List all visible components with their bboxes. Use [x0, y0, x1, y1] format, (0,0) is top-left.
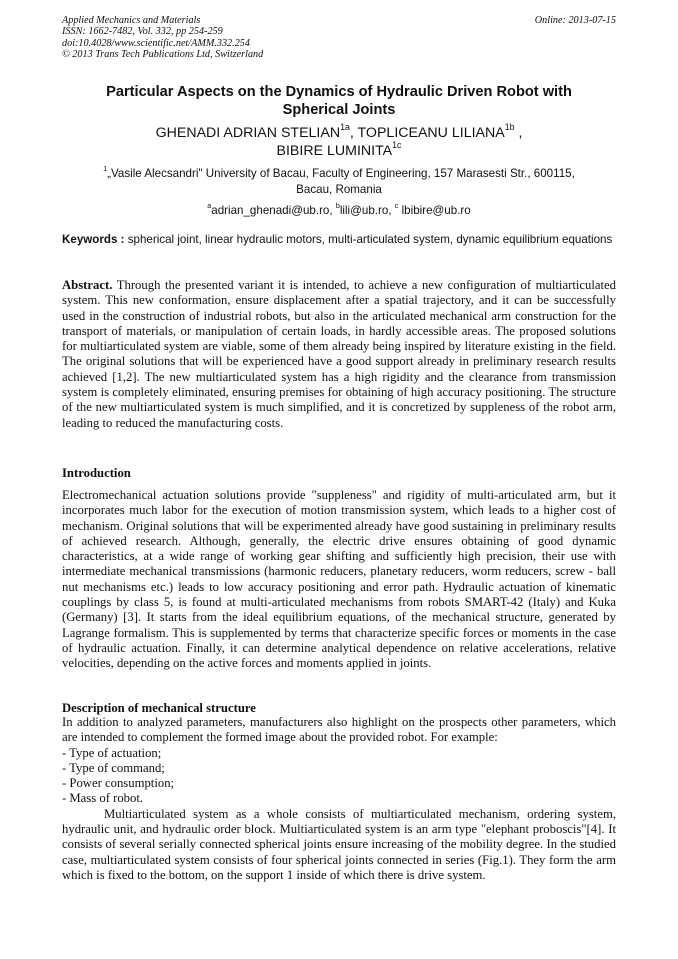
description-section	[62, 715, 616, 883]
author-separator: ,	[514, 125, 523, 141]
paper-title	[62, 83, 616, 119]
description-paragraph: Multiarticulated system as a whole consists of multiarticulated mechanism, ordering system, hydraulic unit, and hydraulic order block. Multiarticulated system is an arm type "elephant proboscis"[4]. It consists of several serially connected spherical joints ensure increasing of the mobility degree. In the studied case, multiarticulated system consists of four spherical joints connected in series (Fig.1). They form the arm which is fixed to the bottom, on the support 1 inside of which there is drive system.	[62, 806, 616, 882]
affiliation-text: „Vasile Alecsandri" University of Bacau, Faculty of Engineering, 157 Marasesti Str., 600115,	[107, 167, 575, 180]
author-line-1	[62, 121, 616, 142]
author-1: GHENADI ADRIAN STELIAN	[155, 125, 341, 141]
list-item: - Power consumption;	[62, 776, 175, 791]
email-marker-b: b	[335, 201, 340, 211]
email-c[interactable]: lbibire@ub.ro	[398, 204, 471, 217]
author-2-affil: 1b	[504, 121, 515, 132]
author-separator: ,	[349, 125, 358, 141]
affiliation	[62, 166, 616, 197]
email-a[interactable]: adrian_ghenadi@ub.ro,	[211, 204, 336, 217]
copyright-line: © 2013 Trans Tech Publications Ltd, Switzerland	[62, 49, 264, 61]
email-b[interactable]: lili@ub.ro,	[339, 204, 395, 217]
keywords-label: Keywords :	[62, 233, 125, 246]
author-list	[62, 121, 616, 160]
issn-line: ISSN: 1662-7482, Vol. 332, pp 254-259	[62, 26, 223, 38]
online-date: Online: 2013-07-15	[534, 15, 616, 26]
doi-line: doi:10.4028/www.scientific.net/AMM.332.254	[62, 37, 250, 49]
journal-header	[62, 15, 263, 61]
affiliation-line-1	[62, 166, 616, 182]
title-line-2: Spherical Joints	[282, 102, 396, 118]
email-marker-c: c	[394, 201, 399, 211]
email-marker-a: a	[207, 201, 212, 211]
journal-name: Applied Mechanics and Materials	[62, 15, 201, 26]
list-item: - Type of actuation;	[62, 745, 162, 760]
title-line-1: Particular Aspects on the Dynamics of Hydraulic Driven Robot with	[106, 84, 572, 100]
introduction-heading: Introduction	[62, 466, 131, 480]
abstract-text: Through the presented variant it is intended, to achieve a new configuration of multiarticulated system. This new conformation, ensure displacement after a spatial trajectory, and it can be successfully used in the construction of industrial robots, but also in the articulated mechanical arm construction for the transport of materials, or manipulation of certain loads, in hardly accessible areas. The proposed solutions for multiarticulated system are viable, some of them already being inspired by literature existing in the field. The original solutions that will be experienced have a good support already in preliminary research results achieved [1,2]. The new multiarticulated system has a high rigidity and the clearance from transmission system is completely eliminated, ensuring premises for obtaining of high accuracy positioning. The structure of the new multiarticulated system is much simplified, and it is concretized by suppleness of the robot arm, leading to reduced the manufacturing costs.	[62, 278, 616, 430]
abstract-label: Abstract.	[62, 278, 113, 292]
keywords-text: spherical joint, linear hydraulic motors, multi-articulated system, dynamic equilibrium equations	[124, 233, 613, 246]
affiliation-marker: 1	[103, 164, 108, 174]
keywords	[62, 233, 616, 247]
author-3: BIBIRE LUMINITA	[276, 143, 393, 159]
list-item: - Mass of robot.	[62, 791, 144, 806]
author-2: TOPLICEANU LILIANA	[357, 125, 505, 141]
email-list	[62, 203, 616, 218]
list-item: - Type of command;	[62, 760, 165, 775]
description-intro: In addition to analyzed parameters, manufacturers also highlight on the prospects other parameters, which are intended to complement the formed image about the provided robot. For example:	[62, 715, 616, 745]
description-heading: Description of mechanical structure	[62, 701, 256, 715]
introduction-text: Electromechanical actuation solutions provide "suppleness" and rigidity of multi-articulated arm, but it incorporates much labor for the execution of motion transmission system, which leads to a higher cost of mechanism. Original solutions that will be experimented already have good sustaining in preliminary results of achieved research. Although, generally, the electric drive ensures obtaining of good dynamic characteristics, at a wide range of working gear shifting and sufficiently high precision, their use with intermediate mechanical transmissions (harmonic reducers, planetary reducers, worm reducers, screw - ball nut mechanisms etc.) leads to low accuracy positioning and error path. Hydraulic actuation of kinematic couplings by class 5, is found at multi-articulated mechanisms from robots SMART-42 (Italy) and Kuka (Germany) [3]. It starts from the ideal equilibrium equations, of the mechanical structure, generated by Lagrange formalism. This is supplemented by terms that characterize specific forces or moments in the case of hydraulic actuation. Finally, it can determine analytical dependence on relative accelerations, relative velocities, depending on the active forces and moments applied in joints.	[62, 488, 616, 671]
author-3-affil: 1c	[392, 139, 402, 150]
author-line-2	[62, 139, 616, 160]
affiliation-line-2: Bacau, Romania	[296, 182, 382, 196]
abstract	[62, 278, 616, 431]
author-1-affil: 1a	[340, 121, 350, 132]
